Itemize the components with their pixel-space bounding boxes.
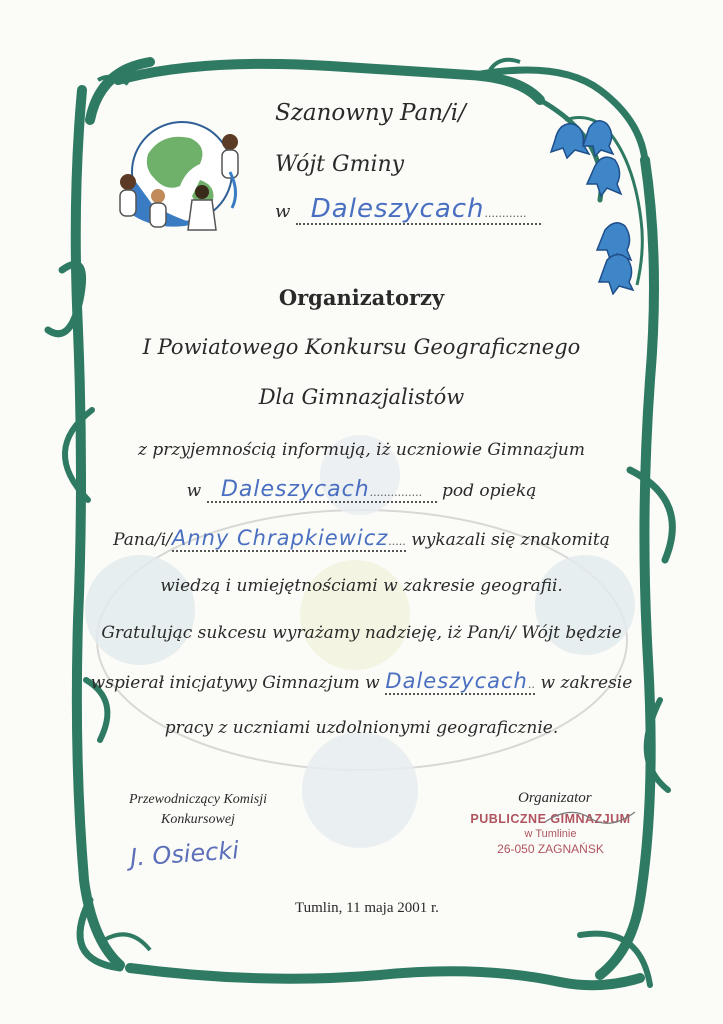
stamp-line-3: 26-050 ZAGNAŃSK	[497, 842, 604, 856]
bellflower-icon	[551, 124, 589, 158]
heading-organizers: Organizatorzy	[278, 285, 445, 310]
salutation-line-3	[275, 196, 541, 225]
body-line-7: pracy z uczniami uzdolnionymi geograficznie.	[164, 718, 559, 738]
body-line-2-suffix: pod opieką	[441, 481, 537, 501]
heading-audience: Dla Gimnazjalistów	[258, 385, 465, 409]
commission-signature-block	[118, 790, 278, 830]
body-teacher-dots: .....	[388, 535, 406, 548]
salutation-place: Daleszycach	[310, 194, 485, 224]
body-line-5: Gratulując sukcesu wyrażamy nadzieję, iż Pan/i/ Wójt będzie	[101, 623, 622, 643]
body-teacher-field	[172, 527, 406, 552]
stamp-line-2: w Tumlinie	[524, 828, 577, 840]
commission-title-line-2: Konkursowej	[161, 812, 235, 827]
bellflower-decoration	[545, 110, 655, 295]
heading-contest: I Powiatowego Konkursu Geograficznego	[142, 335, 581, 359]
commission-title-line-1: Przewodniczący Komisji	[128, 792, 268, 807]
body-support-place-field	[385, 670, 535, 695]
body-school-place: Daleszycach	[220, 477, 370, 502]
body-school-place-dots: ...............	[369, 486, 423, 499]
body-line-6-prefix: wspierał inicjatywy Gimnazjum w	[90, 673, 380, 693]
body-line-4: wiedzą i umiejętnościami w zakresie geografii.	[160, 576, 563, 596]
organizer-title: Organizator	[518, 790, 592, 806]
body-support-place-dots: ..	[527, 678, 535, 691]
body-line-1: z przyjemnością informują, iż uczniowie Gimnazjum	[138, 440, 585, 460]
salutation-line-1: Szanowny Pan/i/	[275, 100, 466, 126]
salutation-prefix: w	[275, 201, 291, 222]
salutation-line-2: Wójt Gminy	[275, 152, 405, 177]
salutation-place-field	[296, 196, 541, 225]
body-line-6-suffix: w zakresie	[540, 673, 633, 693]
body-line-3	[0, 527, 723, 552]
stamp-line-1: PUBLICZNE GIMNAZJUM	[470, 812, 631, 826]
body-line-2	[0, 478, 723, 503]
body-line-2-prefix: w	[186, 481, 202, 501]
body-line-3-suffix: wykazali się znakomitą	[411, 530, 610, 550]
body-school-place-field	[207, 478, 437, 503]
organizer-signature-scribble	[540, 800, 650, 830]
body-teacher-name: Anny Chrapkiewicz	[171, 526, 389, 550]
commission-signature: J. Osiecki	[129, 836, 240, 872]
body-line-6	[0, 670, 723, 695]
bellflower-icon	[587, 157, 621, 196]
body-line-3-prefix: Pana/i/	[113, 530, 172, 550]
body-support-place: Daleszycach	[385, 669, 528, 693]
globe-children-illustration	[100, 112, 260, 242]
document-date: Tumlin, 11 maja 2001 r.	[295, 900, 439, 916]
salutation-place-dots: ............	[484, 207, 527, 220]
